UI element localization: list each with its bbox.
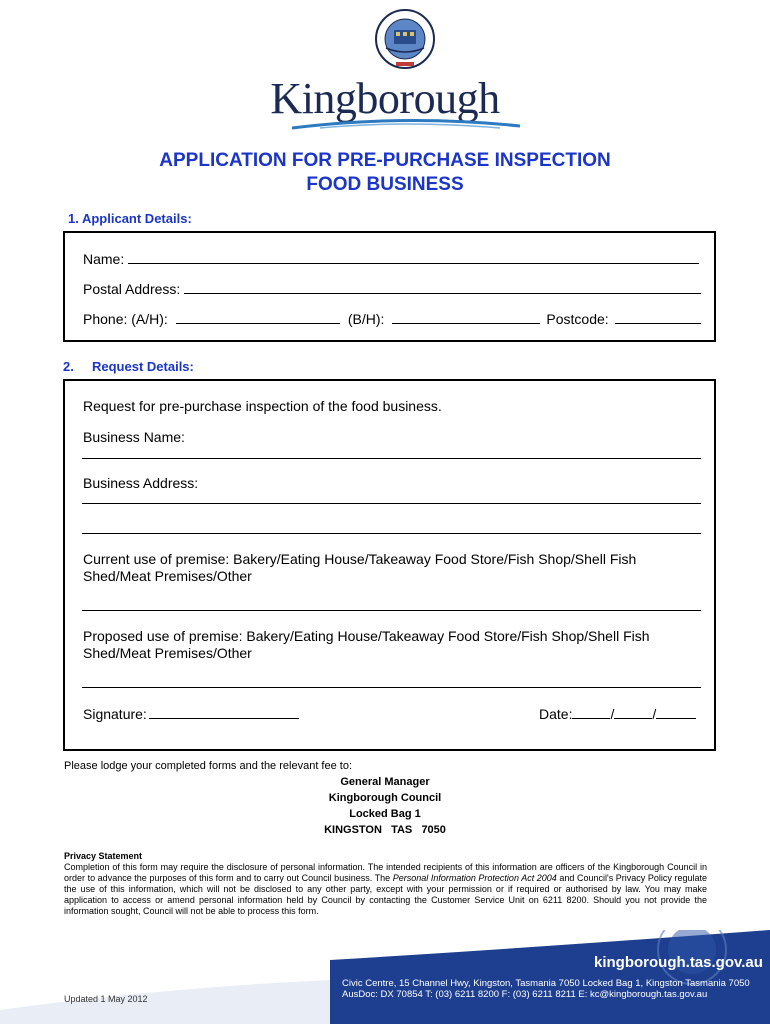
signature-label: Signature: bbox=[83, 706, 147, 722]
form-title-line2: FOOD BUSINESS bbox=[306, 174, 464, 195]
date-label: Date: bbox=[539, 706, 573, 722]
address-line-3: Locked Bag 1 bbox=[349, 808, 421, 820]
lodge-instructions: Please lodge your completed forms and the relevant fee to: bbox=[64, 760, 353, 772]
signature-row bbox=[83, 706, 299, 722]
postal-address-field[interactable] bbox=[184, 293, 701, 294]
postcode-field[interactable] bbox=[615, 323, 701, 324]
date-row bbox=[539, 706, 696, 722]
request-details-box bbox=[63, 379, 716, 751]
date-year-field[interactable] bbox=[656, 718, 696, 719]
council-seal-logo bbox=[374, 8, 436, 70]
footer-address-line: Civic Centre, 15 Channel Hwy, Kingston, Tasmania 7050 Locked Bag 1, Kingston Tasmania 7050 bbox=[342, 978, 750, 989]
section2-heading: Request Details: bbox=[92, 359, 194, 374]
name-row bbox=[83, 251, 699, 267]
privacy-statement bbox=[64, 862, 707, 917]
privacy-heading: Privacy Statement bbox=[64, 851, 143, 861]
name-field[interactable] bbox=[128, 263, 699, 264]
business-address-field-1[interactable] bbox=[82, 503, 701, 504]
signature-field[interactable] bbox=[149, 718, 299, 719]
name-label: Name: bbox=[83, 251, 125, 267]
business-address-label: Business Address: bbox=[83, 475, 199, 491]
business-name-field[interactable] bbox=[82, 458, 701, 459]
footer-banner bbox=[330, 930, 770, 1024]
section1-heading: 1. Applicant Details: bbox=[68, 211, 192, 226]
section2-number: 2. bbox=[63, 359, 74, 374]
applicant-details-box bbox=[63, 231, 716, 342]
footer-contact-line: AusDoc: DX 70854 T: (03) 6211 8200 F: (03) 6211 8211 E: kc@kingborough.tas.gov.au bbox=[342, 989, 708, 1000]
business-address-field-2[interactable] bbox=[82, 533, 701, 534]
privacy-text-a: Completion of this form may require the disclosure of personal information. The intended recipients of this information are officers of the Kingborough Council in order to advance the purposes of this form and to carry out Council business. The bbox=[64, 862, 707, 883]
current-use-field[interactable] bbox=[82, 610, 701, 611]
phone-ah-field[interactable] bbox=[176, 323, 340, 324]
updated-date: Updated 1 May 2012 bbox=[64, 994, 148, 1004]
date-separator-1: / bbox=[610, 706, 615, 722]
postcode-label: Postcode: bbox=[546, 311, 609, 327]
phone-row bbox=[83, 311, 701, 327]
wordmark-swoosh-icon bbox=[290, 116, 522, 130]
footer-website[interactable]: kingborough.tas.gov.au bbox=[594, 954, 763, 971]
privacy-text-b: and Council's Privacy Policy regulate the use of this information, which will not be disclosed to any other party, except with your permission or if required or authorised by law. You may make application to access or amend personal information held by Council by contacting the Customer Service Unit on 6211 8200. Should you not provide the information sought, Council will not be able to process this form. bbox=[64, 873, 707, 916]
date-day-field[interactable] bbox=[572, 718, 610, 719]
address-line-4: KINGSTON TAS 7050 bbox=[324, 824, 446, 836]
postal-row bbox=[83, 281, 701, 297]
address-line-1: General Manager bbox=[340, 776, 430, 788]
kingborough-wordmark: Kingborough bbox=[270, 74, 500, 123]
current-use-label: Current use of premise: Bakery/Eating House/Takeaway Food Store/Fish Shop/Shell Fish Shed/Meat Premises/Other bbox=[83, 551, 637, 584]
date-month-field[interactable] bbox=[614, 718, 652, 719]
request-intro: Request for pre-purchase inspection of the food business. bbox=[83, 398, 442, 414]
footer-background bbox=[330, 930, 770, 1024]
address-line-2: Kingborough Council bbox=[328, 792, 442, 804]
date-separator-2: / bbox=[652, 706, 657, 722]
proposed-use-field[interactable] bbox=[82, 687, 701, 688]
proposed-use-label: Proposed use of premise: Bakery/Eating House/Takeaway Food Store/Fish Shop/Shell Fish Shed/Meat Premises/Other bbox=[83, 628, 650, 661]
phone-bh-label: (B/H): bbox=[347, 311, 385, 327]
phone-bh-field[interactable] bbox=[392, 323, 540, 324]
form-title-line1: APPLICATION FOR PRE-PURCHASE INSPECTION bbox=[159, 150, 611, 171]
postal-address-label: Postal Address: bbox=[83, 281, 181, 297]
phone-ah-label: Phone: (A/H): bbox=[83, 311, 168, 327]
privacy-act-name: Personal Information Protection Act 2004 bbox=[392, 873, 557, 883]
footer-left-band bbox=[0, 980, 330, 1024]
business-name-label: Business Name: bbox=[83, 429, 185, 445]
